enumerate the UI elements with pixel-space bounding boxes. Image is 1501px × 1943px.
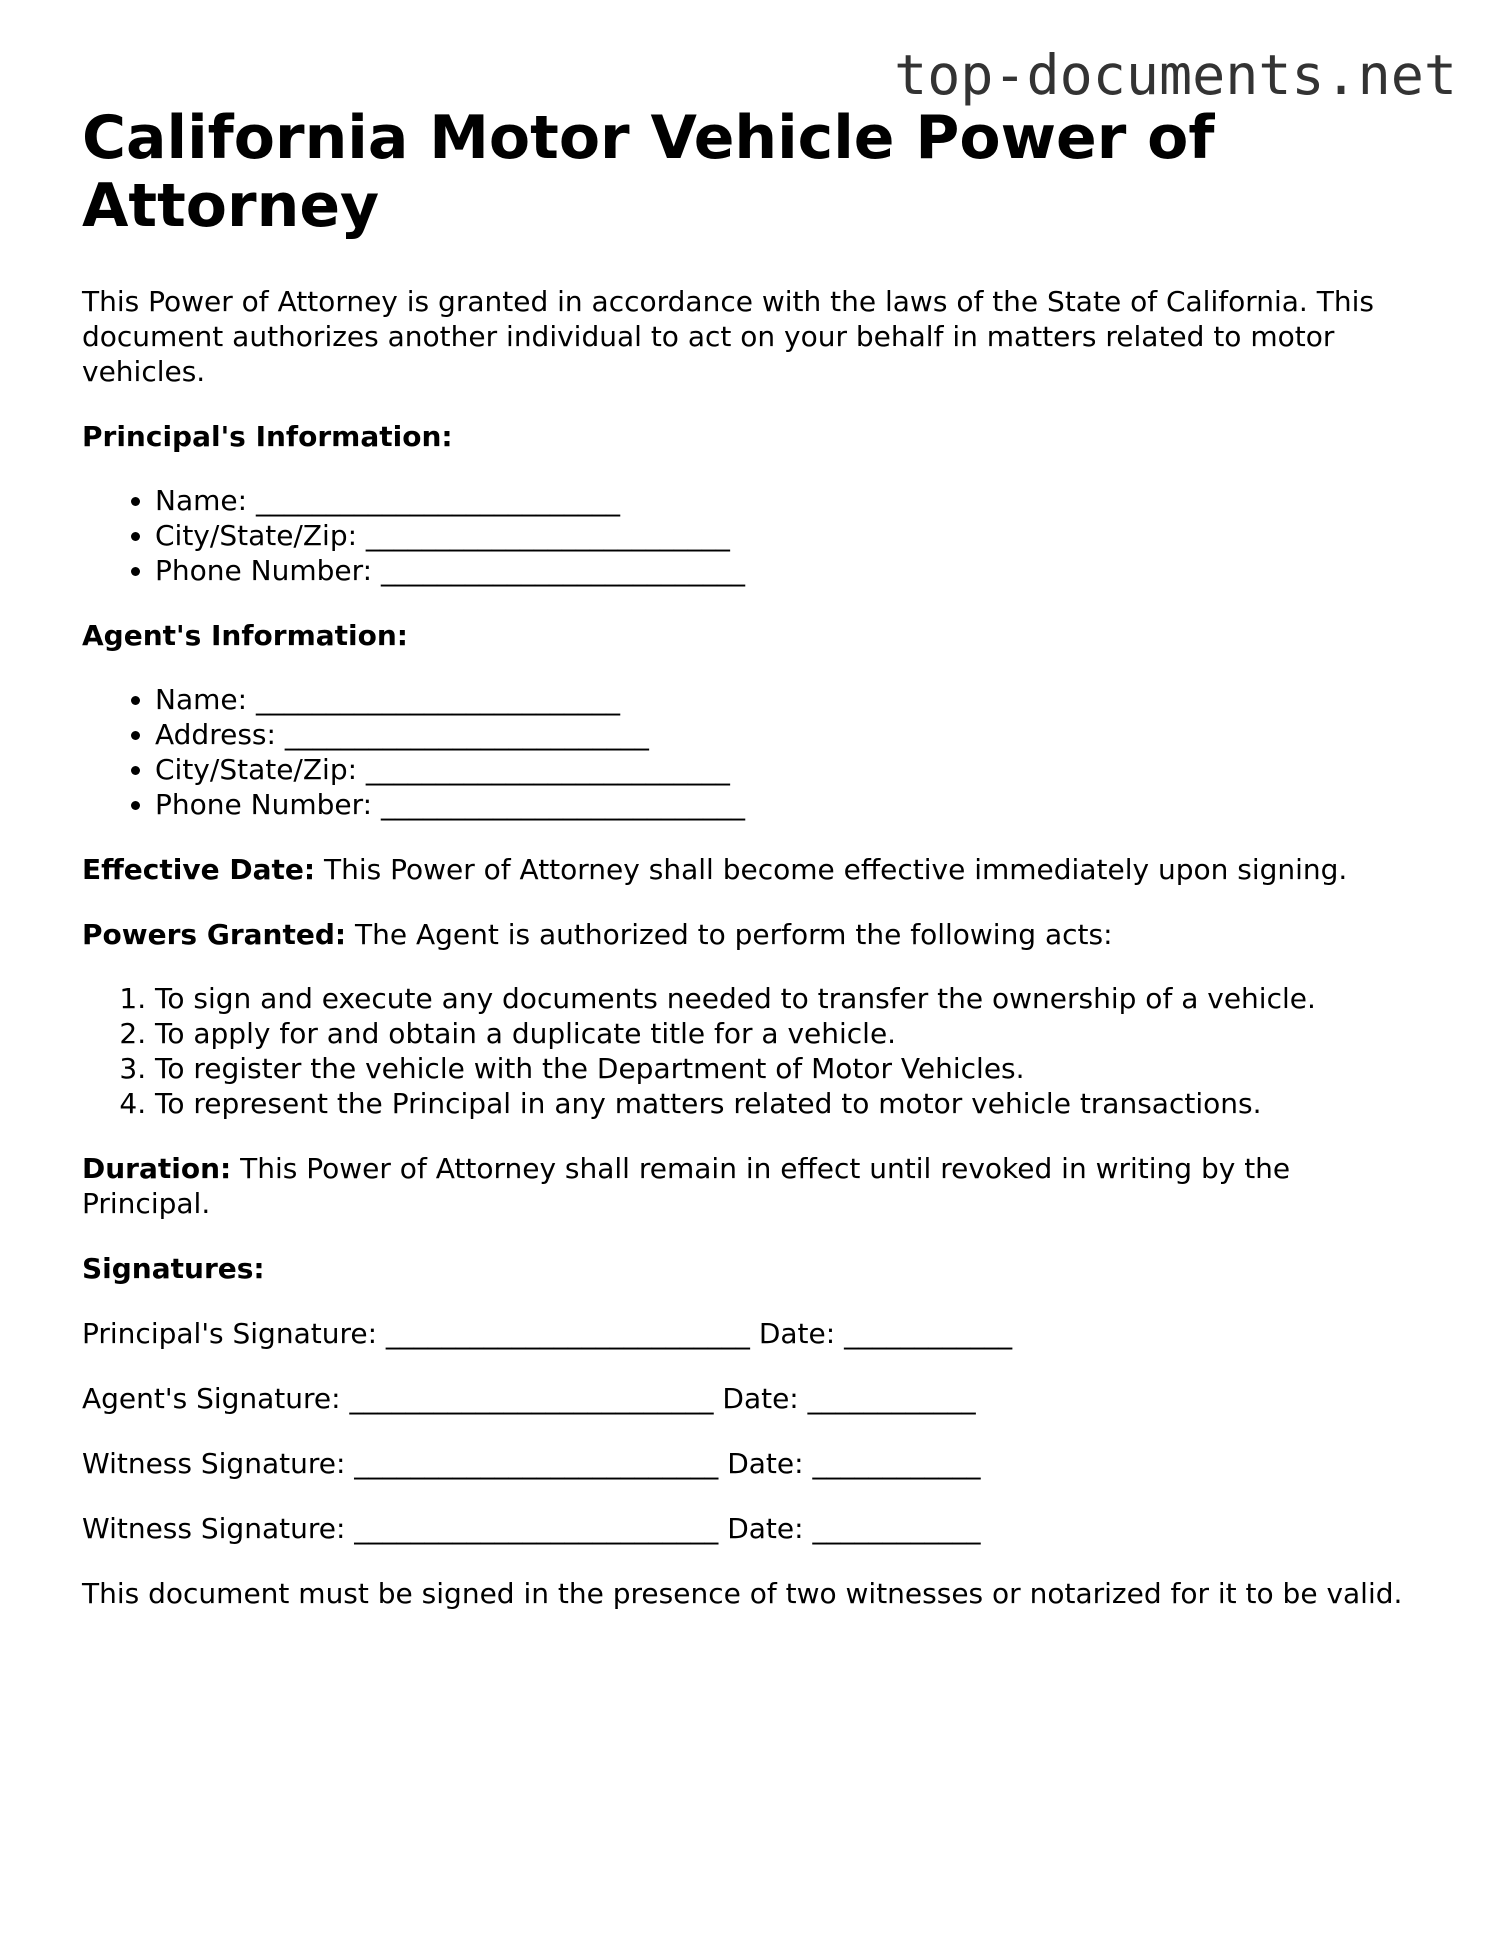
principal-city-field: • City/State/Zip: __________________________ xyxy=(155,518,1422,553)
principal-signature-line: Principal's Signature: __________________________ Date: ____________ xyxy=(82,1317,1013,1350)
signatures-heading: Signatures: xyxy=(82,1252,265,1285)
powers-text: The Agent is authorized to perform the following acts: xyxy=(346,918,1113,951)
document-title: California Motor Vehicle Power of Attorney xyxy=(82,103,1215,241)
effective-date-text: This Power of Attorney shall become effective immediately upon signing. xyxy=(315,853,1348,886)
agent-phone-field: • Phone Number: __________________________ xyxy=(155,787,1422,822)
duration-text: This Power of Attorney shall remain in effect until revoked in writing by the Principal. xyxy=(82,1152,1291,1220)
agent-signature-line: Agent's Signature: __________________________ Date: ____________ xyxy=(82,1382,976,1415)
intro-paragraph: This Power of Attorney is granted in accordance with the laws of the State of California. This document authorizes another individual to act on your behalf in matters related to motor vehicles. xyxy=(82,285,1374,388)
principal-fields xyxy=(82,483,1422,588)
power-item: 1. To sign and execute any documents needed to transfer the ownership of a vehicle. xyxy=(155,981,1422,1016)
power-item: 2. To apply for and obtain a duplicate title for a vehicle. xyxy=(155,1016,1422,1051)
watermark: top-documents.net xyxy=(894,43,1457,107)
powers-list xyxy=(82,981,1422,1121)
agent-name-field: • Name: __________________________ xyxy=(155,682,1422,717)
witness-signature-line: Witness Signature: __________________________ Date: ____________ xyxy=(82,1447,981,1480)
effective-date-label: Effective Date: xyxy=(82,853,316,886)
witness-signature-line: Witness Signature: __________________________ Date: ____________ xyxy=(82,1512,981,1545)
duration-label: Duration: xyxy=(82,1152,232,1185)
powers-paragraph xyxy=(82,917,1422,952)
principal-heading: Principal's Information: xyxy=(82,420,453,453)
footer-note: This document must be signed in the presence of two witnesses or notarized for it to be valid. xyxy=(82,1577,1403,1610)
power-item: 3. To register the vehicle with the Department of Motor Vehicles. xyxy=(155,1051,1422,1086)
powers-label: Powers Granted: xyxy=(82,918,347,951)
principal-name-field: • Name: __________________________ xyxy=(155,483,1422,518)
agent-city-field: • City/State/Zip: __________________________ xyxy=(155,752,1422,787)
agent-fields xyxy=(82,682,1422,822)
duration-paragraph xyxy=(82,1151,1422,1221)
agent-heading: Agent's Information: xyxy=(82,619,409,652)
effective-date-paragraph xyxy=(82,852,1422,887)
agent-address-field: • Address: __________________________ xyxy=(155,717,1422,752)
document-body xyxy=(82,104,1422,1611)
power-item: 4. To represent the Principal in any matters related to motor vehicle transactions. xyxy=(155,1086,1422,1121)
principal-phone-field: • Phone Number: __________________________ xyxy=(155,553,1422,588)
